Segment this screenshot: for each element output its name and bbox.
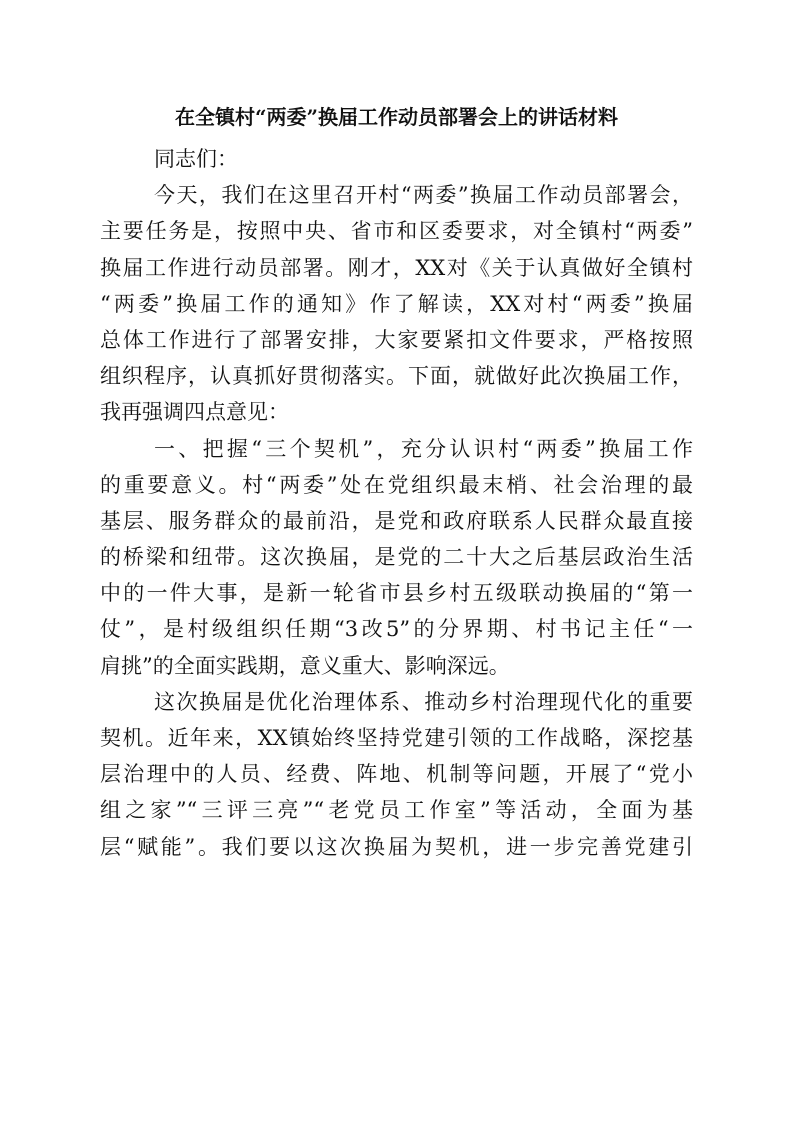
text-line: “两委”换届工作的通知》作了解读，XX对村“两委”换届 [100, 291, 693, 316]
text-line: 组之家”“三评三亮”“老党员工作室”等活动，全面为基 [100, 798, 693, 823]
document-body [100, 141, 693, 865]
text-line: 的桥梁和纽带。这次换届，是党的二十大之后基层政治生活 [100, 545, 693, 570]
text-line: 的重要意义。村“两委”处在党组织最末梢、社会治理的最 [100, 472, 693, 497]
text-line: 肩挑”的全面实践期，意义重大、影响深远。 [100, 653, 510, 678]
text-line: 仗”，是村级组织任期“3改5”的分界期、村书记主任“一 [100, 617, 693, 642]
text-line: 今天，我们在这里召开村“两委”换届工作动员部署会， [154, 183, 693, 208]
text-line: 组织程序，认真抓好贯彻落实。下面，就做好此次换届工作， [100, 364, 693, 389]
text-line: 总体工作进行了部署安排，大家要紧扣文件要求，严格按照 [100, 327, 693, 352]
text-line: 层治理中的人员、经费、阵地、机制等问题，开展了“党小 [100, 762, 693, 787]
text-line: 这次换届是优化治理体系、推动乡村治理现代化的重要 [154, 689, 693, 714]
text-line: 契机。近年来，XX镇始终坚持党建引领的工作战略，深挖基 [100, 726, 693, 750]
text-line: 主要任务是，按照中央、省市和区委要求，对全镇村“两委” [100, 219, 693, 244]
text-line: 中的一件大事，是新一轮省市县乡村五级联动换届的“第一 [100, 581, 693, 606]
document-title: 在全镇村“两委”换届工作动员部署会上的讲话材料 [174, 105, 618, 129]
text-line: 基层、服务群众的最前沿，是党和政府联系人民群众最直接 [100, 508, 693, 533]
text-line: 换届工作进行动员部署。刚才，XX对《关于认真做好全镇村 [100, 255, 693, 280]
text-line: 层“赋能”。我们要以这次换届为契机，进一步完善党建引 [100, 834, 693, 859]
text-line: 我再强调四点意见： [100, 400, 289, 425]
text-line: 同志们： [154, 147, 238, 171]
text-line: 一、把握“三个契机”，充分认识村“两委”换届工作 [154, 436, 693, 461]
